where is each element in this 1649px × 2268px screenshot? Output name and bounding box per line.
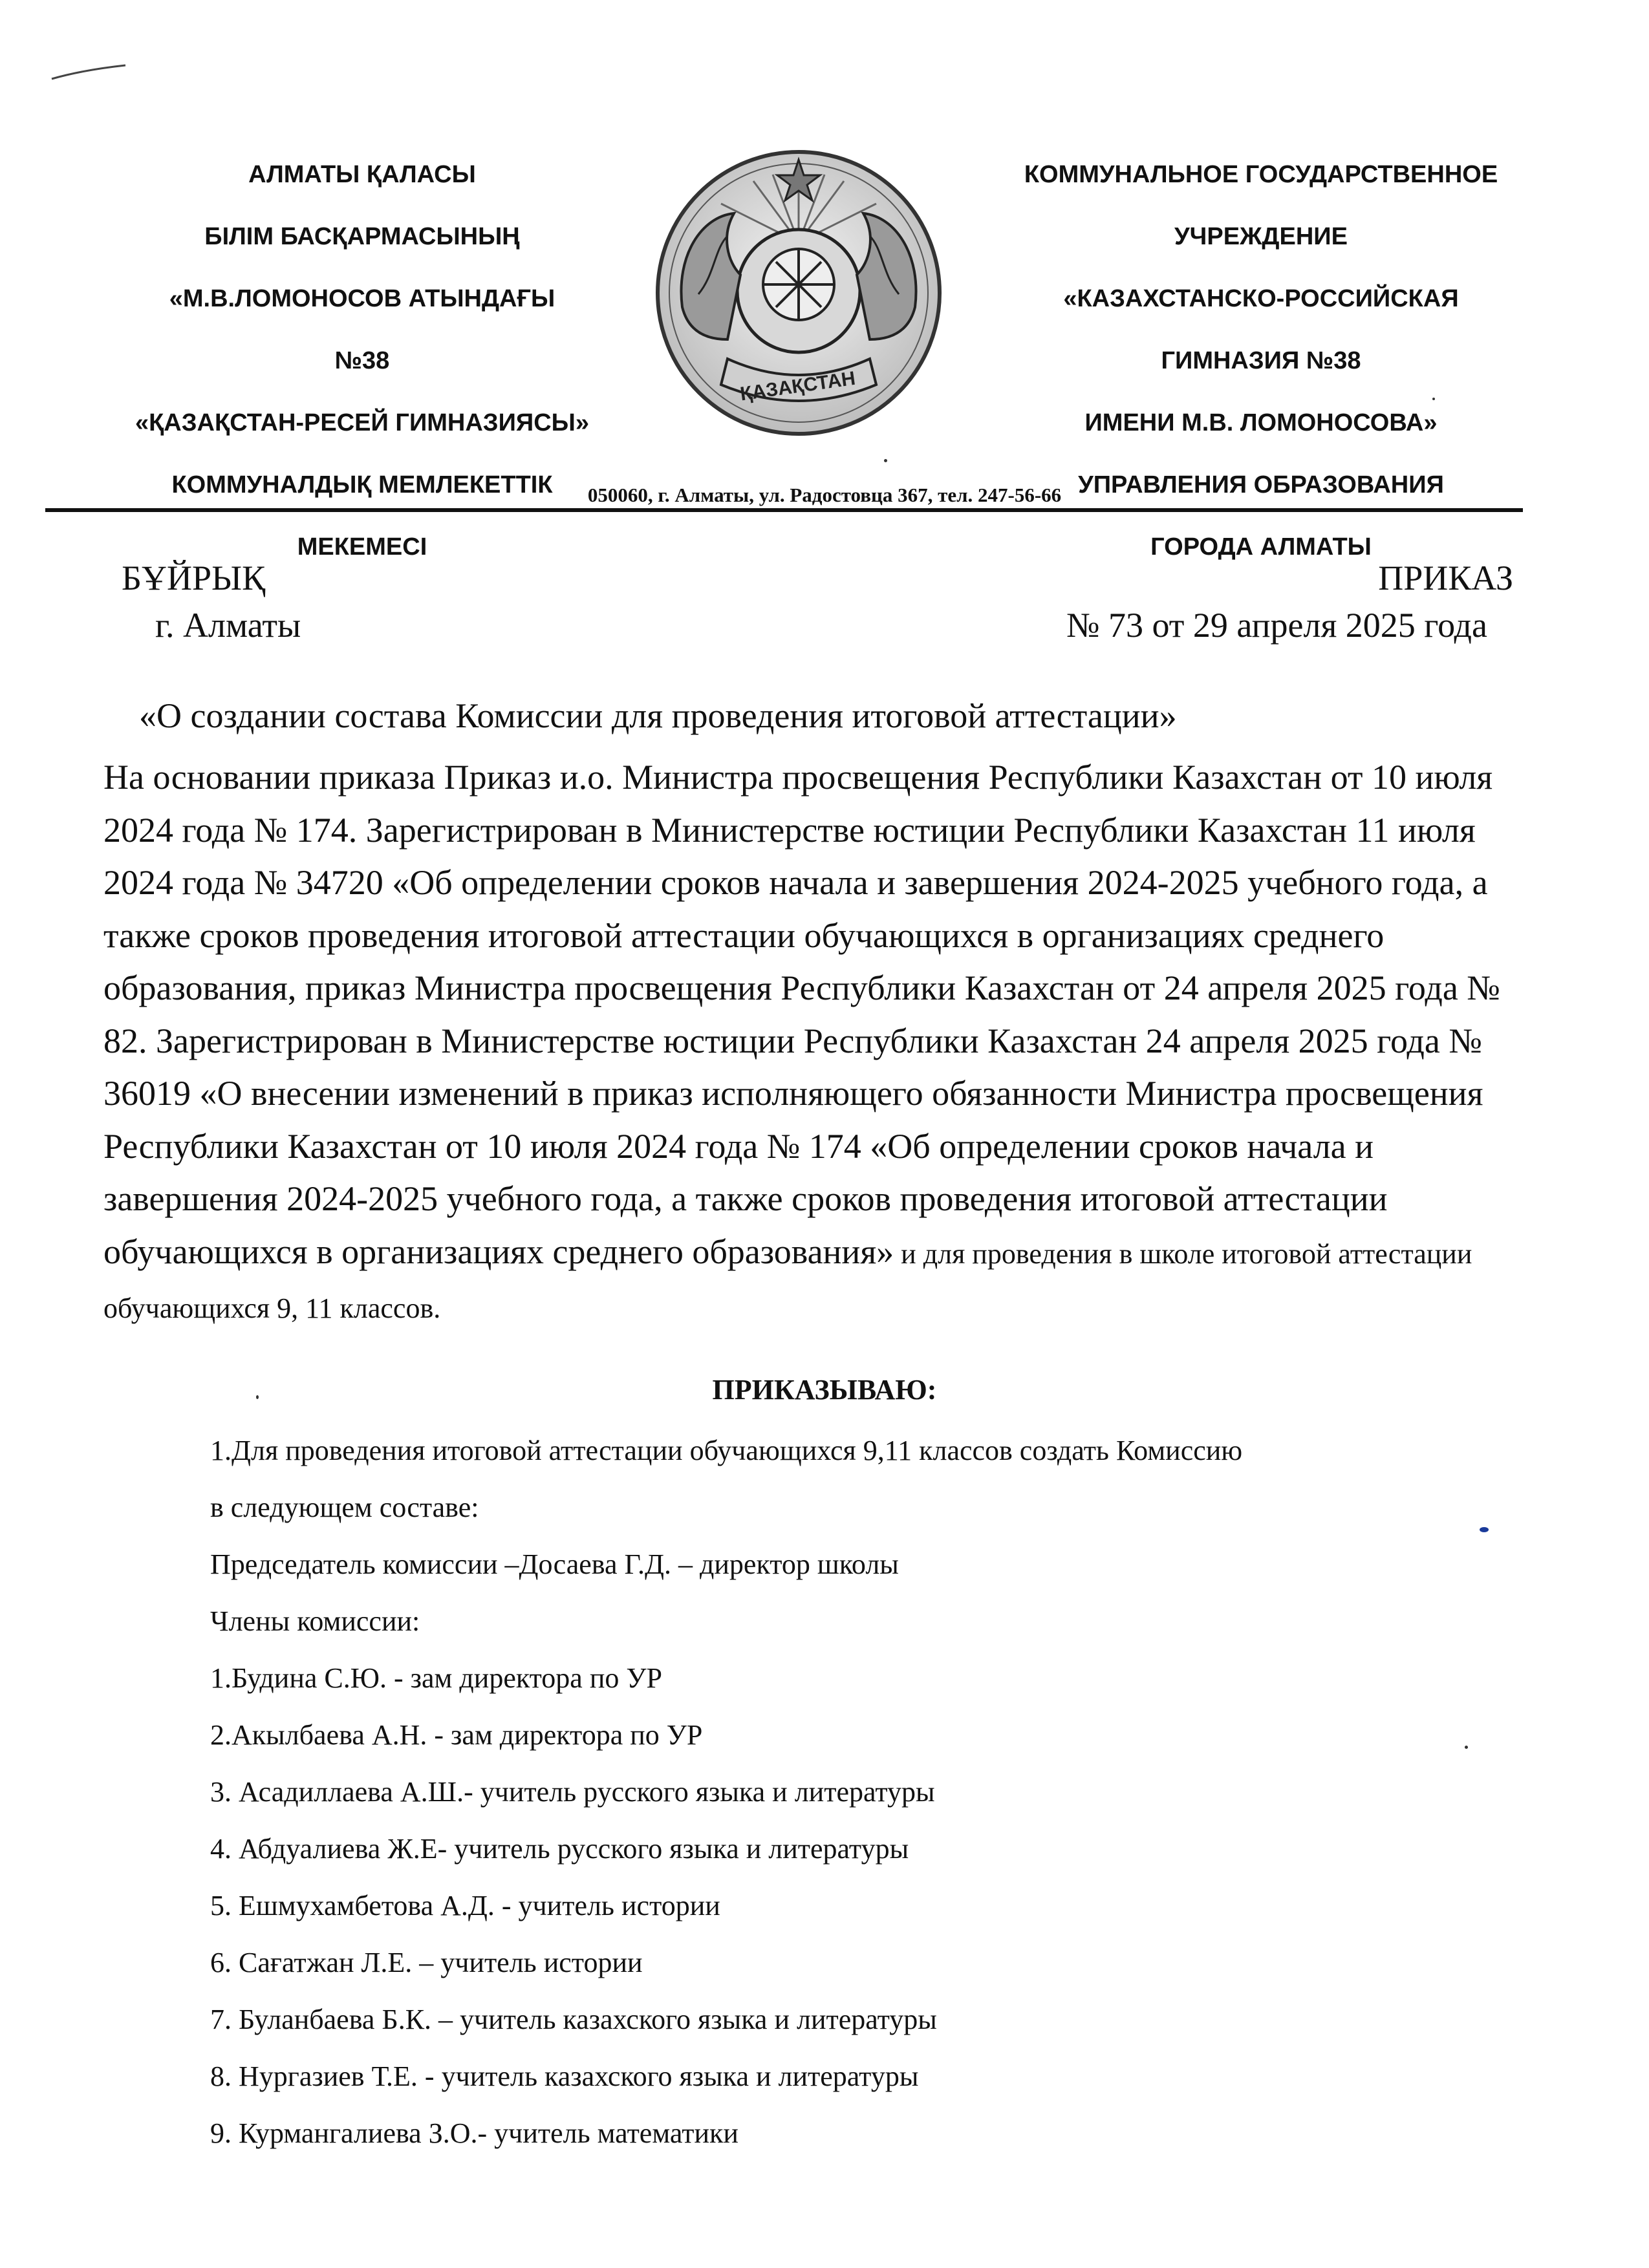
header-institution-kz [71, 128, 653, 594]
list-item: 5. Ешмухамбетова А.Д. - учитель истории [210, 1890, 720, 1921]
header-kz-line: АЛМАТЫ ҚАЛАСЫ [248, 161, 476, 188]
header-ru-line: КОММУНАЛЬНОЕ ГОСУДАРСТВЕННОЕ [1024, 161, 1498, 188]
order-preamble [103, 751, 1539, 1335]
commission-list [210, 1422, 1568, 2162]
item-1-line-2: в следующем составе: [210, 1492, 479, 1523]
list-item: 6. Сағатжан Л.Е. – учитель истории [210, 1947, 643, 1978]
members-title: Члены комиссии: [210, 1605, 420, 1637]
list-item: 3. Асадиллаева А.Ш.- учитель русского языка и литературы [210, 1776, 935, 1808]
header-kz-line: «М.В.ЛОМОНОСОВ АТЫНДАҒЫ [169, 285, 555, 312]
order-number-date: № 73 от 29 апреля 2025 года [1066, 606, 1487, 645]
order-title-ru: ПРИКАЗ [1378, 559, 1513, 597]
header-kz-line: «ҚАЗАҚСТАН-РЕСЕЙ ГИМНАЗИЯСЫ» [135, 409, 590, 436]
header-kz-line: №38 [334, 347, 390, 374]
header-ru-line: ГОРОДА АЛМАТЫ [1150, 533, 1372, 561]
header-institution-ru [951, 128, 1571, 594]
header-ru-line: УПРАВЛЕНИЯ ОБРАЗОВАНИЯ [1078, 471, 1444, 498]
header-kz-line: БІЛІМ БАСҚАРМАСЫНЫҢ [204, 223, 520, 250]
order-subject: «О создании состава Комиссии для проведения итоговой аттестации» [139, 696, 1177, 735]
list-item: 1.Будина С.Ю. - зам директора по УР [210, 1662, 662, 1694]
header-kz-line: МЕКЕМЕСІ [297, 533, 427, 561]
preamble-tail: и для проведения в школе итоговой аттестации обучающихся 9, 11 классов. [103, 1237, 1472, 1324]
scan-speck [1480, 1527, 1489, 1532]
header-ru-line: ГИМНАЗИЯ №38 [1161, 347, 1361, 374]
header-kz-line: КОММУНАЛДЫҚ МЕМЛЕКЕТТІК [171, 471, 553, 498]
header-ru-line: УЧРЕЖДЕНИЕ [1174, 223, 1348, 250]
list-item: 8. Нургазиев Т.Е. - учитель казахского языка и литературы [210, 2060, 919, 2092]
list-item: 2.Акылбаева А.Н. - зам директора по УР [210, 1719, 703, 1751]
scan-speck [1465, 1746, 1468, 1749]
header-ru-line: «КАЗАХСТАНСКО-РОССИЙСКАЯ [1063, 285, 1459, 312]
item-1-line-1: 1.Для проведения итоговой аттестации обучающихся 9,11 классов создать Комиссию [210, 1435, 1243, 1466]
scan-speck [1432, 398, 1435, 400]
scan-speck [884, 459, 887, 462]
emblem-label: ҚАЗАҚСТАН [738, 367, 857, 405]
list-item: 4. Абдуалиева Ж.Е- учитель русского языка и литературы [210, 1833, 909, 1865]
commission-chair: Председатель комиссии –Досаева Г.Д. – директор школы [210, 1548, 899, 1580]
header-ru-line: ИМЕНИ М.В. ЛОМОНОСОВА» [1084, 409, 1438, 436]
decree-heading: ПРИКАЗЫВАЮ: [712, 1374, 937, 1406]
header-divider [45, 508, 1523, 512]
pen-mark [50, 63, 127, 81]
state-emblem-icon [637, 145, 960, 449]
order-city: г. Алматы [155, 606, 301, 645]
preamble-main: На основании приказа Приказ и.о. Министра просвещения Республики Казахстан от 10 июля 2024 года № 174. Зарегистрирован в Министерстве юстиции Республики Казахстан 11 июля 2024 года № 34720 «Об определении сроков начала и завершения 2024-2025 учебного года, а также сроков проведения итоговой аттестации обучающихся в организациях среднего образования, приказ Министра просвещения Республики Казахстан от 24 апреля 2025 года № 82. Зарегистрирован в Министерстве юстиции Республики Казахстан 24 апреля 2025 года № 36019 «О внесении изменений в приказ исполняющего обязанности Министра просвещения Республики Казахстан от 10 июля 2024 года № 174 «Об определении сроков начала и завершения 2024-2025 учебного года, а также сроков проведения итоговой аттестации обучающихся в организациях среднего образования» [103, 758, 1500, 1271]
list-item: 9. Курмангалиева З.О.- учитель математики [210, 2117, 738, 2149]
institution-address: 050060, г. Алматы, ул. Радостовца 367, тел. 247-56-66 [587, 484, 1062, 506]
order-title-kz: БҰЙРЫҚ [122, 559, 266, 597]
list-item: 7. Буланбаева Б.К. – учитель казахского языка и литературы [210, 2004, 937, 2035]
scan-speck [256, 1395, 259, 1399]
